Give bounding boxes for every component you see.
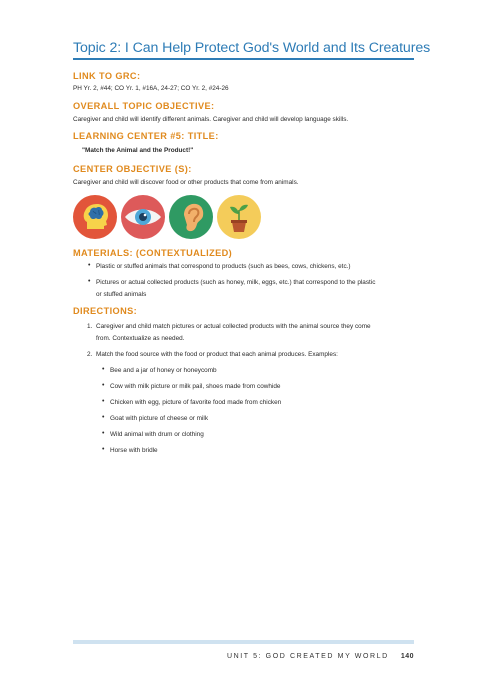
list-item-text: Cow with milk picture or milk pail, shoes made from cowhide bbox=[110, 383, 281, 390]
step-text: Caregiver and child match pictures or actual collected products with the animal source they come bbox=[96, 323, 371, 330]
list-item-text: Goat with picture of cheese or milk bbox=[110, 415, 209, 422]
footer-rule bbox=[73, 640, 414, 644]
bullet: • bbox=[102, 446, 105, 453]
page-footer bbox=[227, 653, 414, 660]
link-text: PH Yr. 2, #44; CO Yr. 1, #16A, 24-27; CO Yr. 2, #24-26 bbox=[73, 85, 229, 92]
title-underline bbox=[73, 58, 414, 60]
list-item-text: Horse with bridle bbox=[110, 447, 158, 454]
objective-heading: OVERALL TOPIC OBJECTIVE: bbox=[73, 101, 215, 111]
eye-icon bbox=[121, 195, 165, 239]
center-objective-heading: CENTER OBJECTIVE (S): bbox=[73, 164, 192, 174]
bullet: • bbox=[102, 366, 105, 373]
objective-text: Caregiver and child will identify different animals. Caregiver and child will develop language skills. bbox=[73, 116, 349, 123]
list-item-text: Plastic or stuffed animals that correspond to products (such as bees, cows, chickens, etc.) bbox=[96, 263, 351, 270]
list-item-text: Wild animal with drum or clothing bbox=[110, 431, 204, 438]
page-title: Topic 2: I Can Help Protect God's World and Its Creatures bbox=[73, 40, 431, 56]
bullet: • bbox=[88, 278, 91, 285]
bullet: • bbox=[102, 430, 105, 437]
footer-unit-title: UNIT 5: GOD CREATED MY WORLD bbox=[226, 653, 389, 660]
ear-icon bbox=[169, 195, 213, 239]
bullet: • bbox=[102, 382, 105, 389]
step-number: 1. bbox=[87, 323, 93, 330]
step-text: Match the food source with the food or product that each animal produces. Examples: bbox=[96, 351, 338, 358]
learning-center-heading: LEARNING CENTER #5: TITLE: bbox=[73, 131, 219, 141]
link-heading: LINK TO GRC: bbox=[73, 71, 141, 81]
page-number: 140 bbox=[400, 653, 414, 660]
brain-head-icon bbox=[73, 195, 117, 239]
directions-heading: DIRECTIONS: bbox=[73, 306, 138, 316]
bullet: • bbox=[88, 262, 91, 269]
center-objective-text: Caregiver and child will discover food or other products that come from animals. bbox=[73, 179, 299, 186]
plant-icon bbox=[217, 195, 261, 239]
step-text-continued: from. Contextualize as needed. bbox=[96, 335, 185, 342]
bullet: • bbox=[102, 398, 105, 405]
list-item-text-continued: or stuffed animals bbox=[96, 291, 147, 298]
learning-center-title: "Match the Animal and the Product!" bbox=[82, 147, 194, 154]
list-item-text: Bee and a jar of honey or honeycomb bbox=[110, 367, 217, 374]
bullet: • bbox=[102, 414, 105, 421]
icon-row bbox=[73, 195, 261, 239]
materials-heading: MATERIALS: (CONTEXTUALIZED) bbox=[73, 248, 233, 258]
list-item-text: Chicken with egg, picture of favorite food made from chicken bbox=[110, 399, 282, 406]
list-item-text: Pictures or actual collected products (such as honey, milk, eggs, etc.) that correspond to the plastic bbox=[96, 279, 376, 286]
step-number: 2. bbox=[87, 351, 93, 358]
